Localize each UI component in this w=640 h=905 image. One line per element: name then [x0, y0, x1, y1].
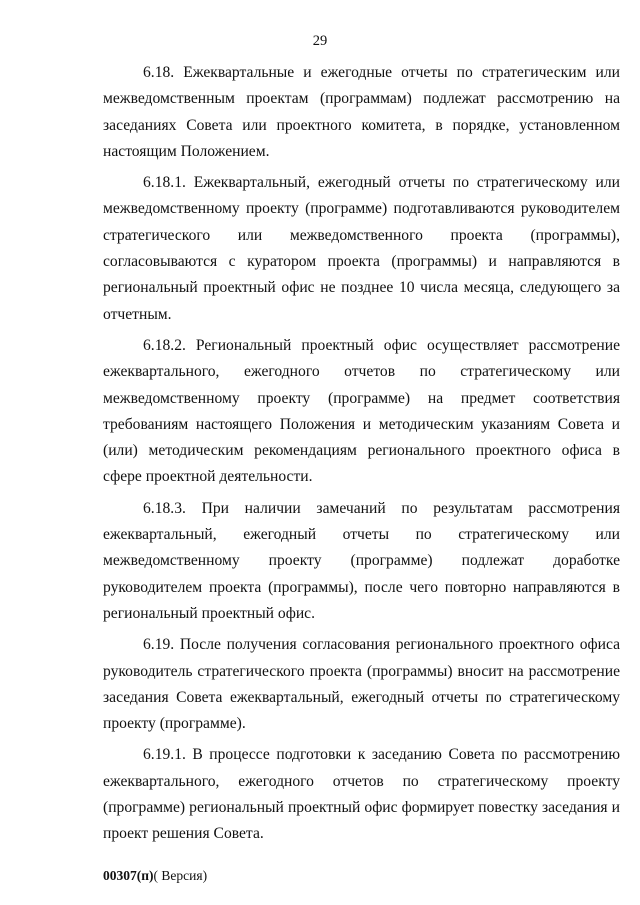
- paragraph-6-19: 6.19. После получения согласования регионального проектного офиса руководитель стратегического проекта (программы) вносит на рассмотрение заседания Совета ежеквартальный, ежегодный отчеты по стратегическому проекту (программе).: [103, 636, 620, 733]
- document-body: [103, 60, 620, 853]
- paragraph-6-18: 6.18. Ежеквартальные и ежегодные отчеты по стратегическим или межведомственным проектам (программам) подлежат рассмотрению на заседаниях Совета или проектного комитета, в порядке, установленном настоящим Положением.: [103, 64, 620, 160]
- document-footer: [103, 868, 207, 884]
- page-number: 29: [312, 33, 328, 49]
- paragraph-6-19-1: 6.19.1. В процессе подготовки к заседанию Совета по рассмотрению ежеквартального, ежегодного отчетов по стратегическому проекту (программе) региональный проектный офис формирует повестку заседания и проект решения Совета.: [103, 746, 620, 843]
- paragraph-6-18-3: 6.18.3. При наличии замечаний по результатам рассмотрения ежеквартальный, ежегодный отчеты по стратегическому или межведомственному проекту (программе) подлежат доработке руководителем проекта (программы), после чего повторно направляются в региональный проектный офис.: [103, 499, 620, 622]
- paragraph-6-18-2: 6.18.2. Региональный проектный офис осуществляет рассмотрение ежеквартального, ежегодного отчетов по стратегическому или межведомственному проекту (программе) на предмет соответствия требованиям настоящего Положения и методическим указаниям Совета и (или) методическим рекомендациям регионального проектного офиса в сфере проектной деятельности.: [103, 336, 620, 486]
- paragraph-6-18-1: 6.18.1. Ежеквартальный, ежегодный отчеты по стратегическому или межведомственному проекту (программе) подготавливаются руководителем стратегического или межведомственного проекта (программы), согласовываются с куратором проекта (программы) и направляются в региональный проектный офис не позднее 10 числа месяца, следующего за отчетным.: [103, 174, 620, 323]
- document-version: ( Версия): [153, 868, 208, 883]
- document-code: 00307(п): [103, 868, 154, 883]
